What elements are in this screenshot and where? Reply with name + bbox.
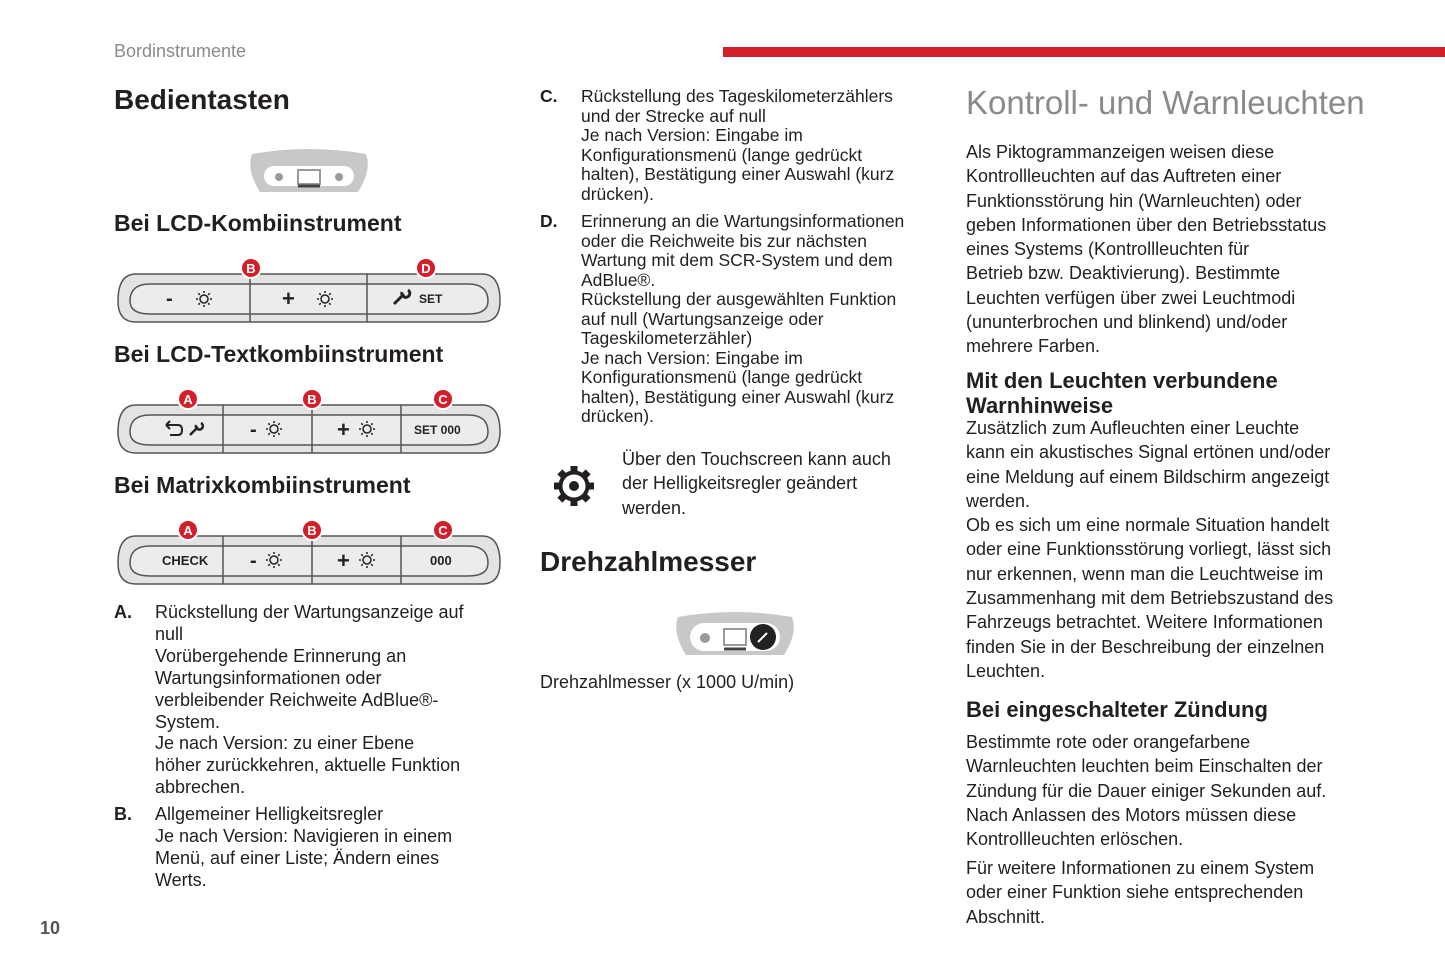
controls-title: Bedientasten	[114, 84, 290, 115]
warnings-subtitle: Mit den Leuchten verbundene Warnhinweise	[966, 368, 1278, 418]
touchscreen-note: Über den Touchscreen kann auch der Helligkeitsregler geändert werden.	[622, 449, 891, 518]
marker-b	[302, 520, 322, 540]
list-item-c: C. Rückstellung des Tageskilometerzählers und der Strecke auf null Je nach Version: Eingabe im Konfigurationsmenü (lange gedrückt halten), Bestätigung einer Auswahl (kurz drücken).	[540, 86, 895, 204]
lcd-button-panel	[116, 256, 502, 326]
svg-text:SET: SET	[419, 292, 443, 306]
section-header: Bordinstrumente	[114, 41, 247, 61]
svg-text:+: +	[337, 417, 350, 442]
lcd-text-title: Bei LCD-Textkombiinstrument	[114, 341, 444, 367]
more-info-text: Für weitere Informationen zu einem System oder einer Funktion siehe entsprechenden Abschnitt.	[966, 858, 1315, 927]
marker-d	[416, 258, 436, 278]
marker-b	[302, 389, 322, 409]
header-accent-bar	[723, 47, 1445, 57]
ignition-subtitle: Bei eingeschalteter Zündung	[966, 697, 1268, 722]
col1-definition-list	[114, 602, 514, 892]
svg-text:+: +	[337, 548, 350, 573]
col2-definition-list	[540, 87, 940, 427]
warning-lights-intro: Als Piktogrammanzeigen weisen diese Kontrollleuchten auf das Auftreten einer Funktionsstörung hin (Warnleuchten) oder geben Informationen über den Betriebsstatus eines Systems (Kontrollleuchten für Betrieb bzw. Deaktivierung). Bestimmte Leuchten verfügen über zwei Leuchtmodi (ununterbrochen und blinkend) und/oder mehrere Farben.	[966, 142, 1327, 357]
svg-text:A: A	[183, 523, 193, 538]
svg-text:+: +	[282, 286, 295, 311]
svg-text:B: B	[246, 261, 256, 276]
svg-text:C: C	[438, 523, 448, 538]
list-item-b: B. Allgemeiner Helligkeitsregler Je nach Version: Navigieren in einem Menü, auf einer Liste; Ändern eines Werts.	[114, 804, 453, 890]
svg-text:-: -	[166, 288, 173, 310]
lcd-title: Bei LCD-Kombiinstrument	[114, 210, 402, 236]
lcd-text-button-panel	[116, 387, 502, 457]
svg-text:C: C	[438, 392, 448, 407]
set-000-button[interactable]: SET 000	[414, 423, 461, 437]
rev-counter-cluster-icon	[672, 611, 798, 661]
trip-reset-button[interactable]: 000	[430, 553, 452, 568]
rev-counter-caption: Drehzahlmesser (x 1000 U/min)	[540, 672, 795, 692]
warnings-text: Zusätzlich zum Aufleuchten einer Leuchte kann ein akustisches Signal ertönen und/oder eine Meldung auf einem Bildschirm angezeigt werden. Ob es sich um eine normale Situation handelt oder eine Funktionsstörung vorliegt, lässt sich nur erkennen, wenn man die Leuchtweise im Zusammenhang mit dem Betriebszustand des Fahrzeugs betrachtet. Weitere Informationen finden Sie in der Beschreibung der einzelnen Leuchten.	[966, 418, 1334, 681]
check-button[interactable]: CHECK	[162, 553, 209, 568]
matrix-button-panel	[116, 518, 502, 588]
warning-lights-title: Kontroll- und Warnleuchten	[966, 84, 1365, 121]
svg-text:-: -	[250, 419, 257, 441]
matrix-title: Bei Matrixkombiinstrument	[114, 472, 411, 498]
marker-b	[241, 258, 261, 278]
ignition-text: Bestimmte rote oder orangefarbene Warnleuchten leuchten beim Einschalten der Zündung für die Dauer einiger Sekunden auf. Nach Anlassen des Motors müssen diese Kontrollleuchten erlöschen.	[966, 732, 1327, 850]
settings-gear-icon	[552, 464, 596, 508]
svg-text:D: D	[421, 261, 431, 276]
rev-counter-title: Drehzahlmesser	[540, 546, 757, 577]
list-item-a: A. Rückstellung der Wartungsanzeige auf null Vorübergehende Erinnerung an Wartungsinformationen oder verbleibender Reichweite AdBlue®- System. Je nach Version: zu einer Ebene höher zurückkehren, aktuelle Funktion abbrechen.	[114, 602, 464, 798]
svg-text:B: B	[307, 392, 317, 407]
svg-text:B: B	[307, 523, 317, 538]
list-item-d: D. Erinnerung an die Wartungsinformationen oder die Reichweite bis zur nächsten Wartung mit dem SCR-System und dem AdBlue®. Rückstellung der ausgewählten Funktion auf null (Wartungsanzeige oder Tageskilometerzähler) Je nach Version: Eingabe im Konfigurationsmenü (lange gedrückt halten), Bestätigung einer Auswahl (kurz drücken).	[540, 211, 905, 426]
cluster-overview-icon	[246, 148, 372, 198]
marker-c	[433, 520, 453, 540]
svg-text:A: A	[183, 392, 193, 407]
svg-text:-: -	[250, 550, 257, 572]
marker-a	[178, 389, 198, 409]
marker-a	[178, 520, 198, 540]
page-number: 10	[40, 918, 61, 938]
marker-c	[433, 389, 453, 409]
